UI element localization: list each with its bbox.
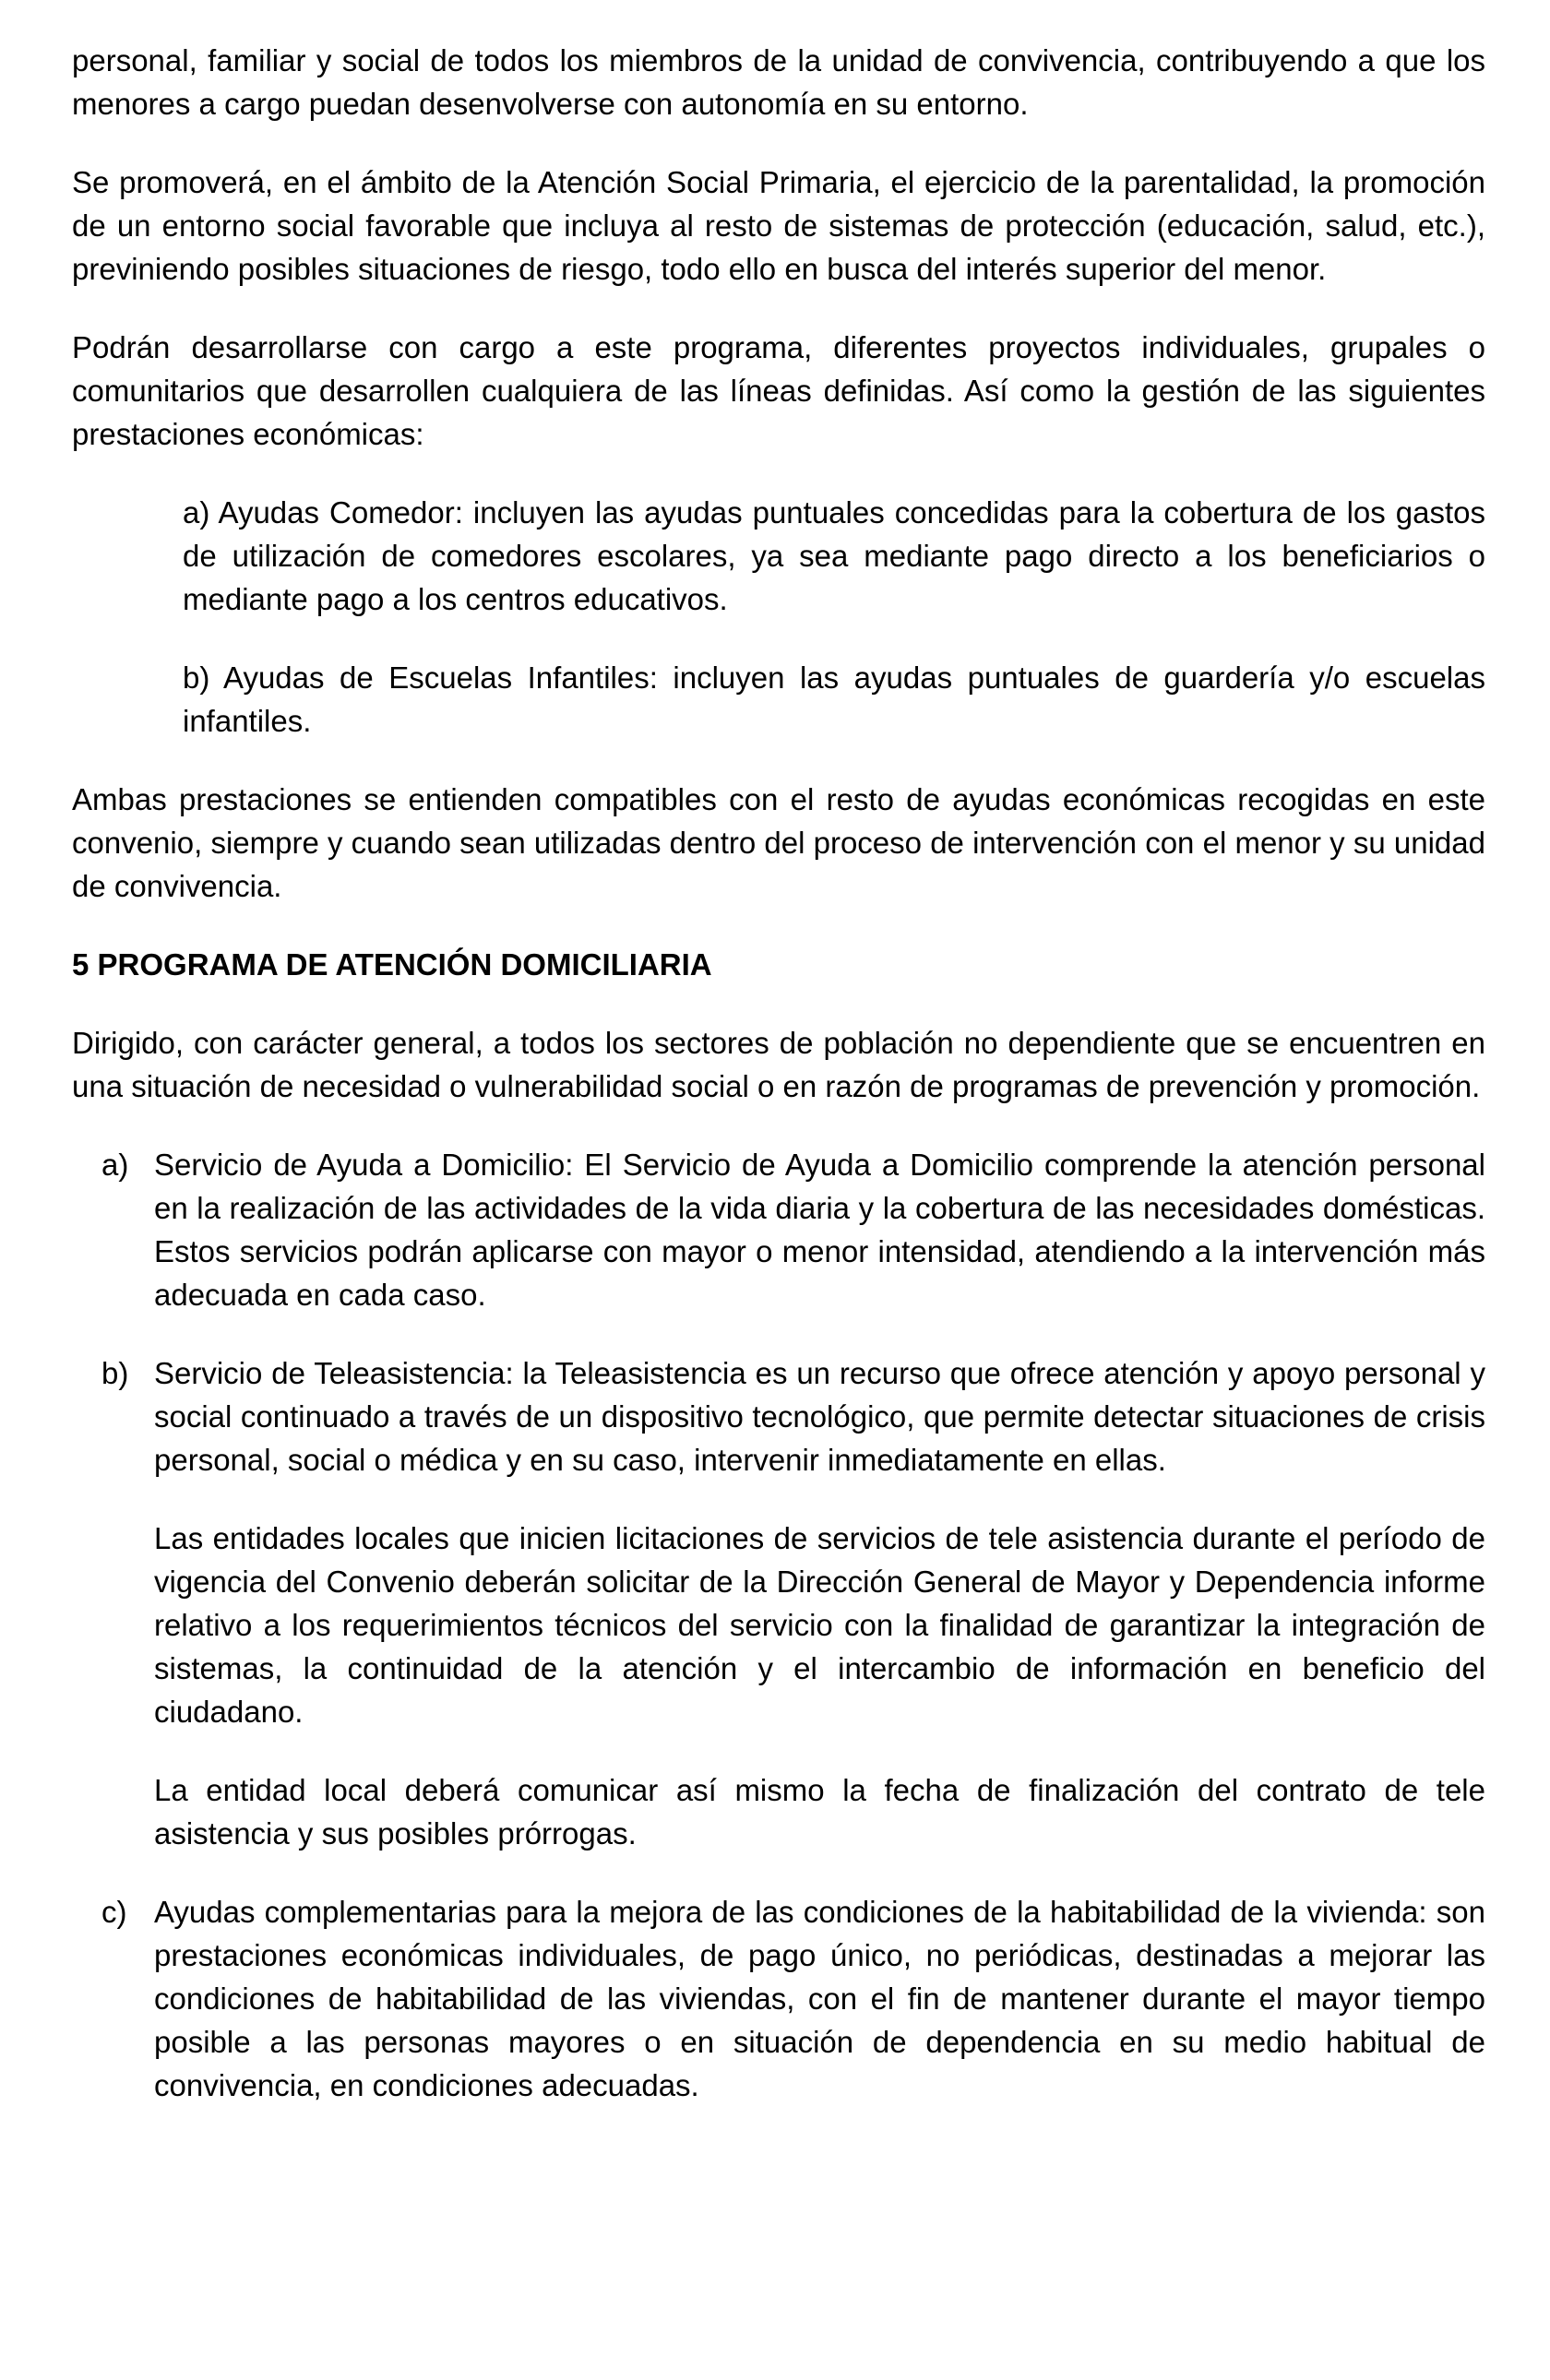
item-marker-a: a): [183, 495, 210, 530]
list-item-servicio-ayuda-domicilio: [101, 1143, 1485, 1316]
list-text-ayudas-complementarias: Ayudas complementarias para la mejora de las condiciones de la habitabilidad de la vivienda: son prestaciones económicas individuales, de pago único, no periódicas, destinadas a mejorar las condiciones de habitabilidad de las viviendas, con el fin de mantener durante el mayor tiempo posible a las personas mayores o en situación de dependencia en su medio habitual de convivencia, en condiciones adecuadas.: [154, 1895, 1485, 2102]
list-text-servicio-teleasistencia: Servicio de Teleasistencia: la Teleasistencia es un recurso que ofrece atención y apoyo personal y social continuado a través de un dispositivo tecnológico, que permite detectar situaciones de crisis personal, social o médica y en su caso, intervenir inmediatamente en ellas.: [154, 1356, 1485, 1477]
item-marker-b: b): [183, 660, 210, 695]
sub-paragraph-entidades-locales: Las entidades locales que inicien licitaciones de servicios de tele asistencia durante el período de vigencia del Convenio deberán solicitar de la Dirección General de Mayor y Dependencia informe relativo a los requerimientos técnicos del servicio con la finalidad de garantizar la integración de sistemas, la continuidad de la atención y el intercambio de información en beneficio del ciudadano.: [154, 1521, 1485, 1729]
paragraph-convivencia-continuation: personal, familiar y social de todos los miembros de la unidad de convivencia, contribuyendo a que los menores a cargo puedan desenvolverse con autonomía en su entorno.: [72, 43, 1485, 121]
paragraph-atencion-social-primaria: Se promoverá, en el ámbito de la Atención Social Primaria, el ejercicio de la parentalidad, la promoción de un entorno social favorable que incluya al resto de sistemas de protección (educación, salud, etc.), previniendo posibles situaciones de riesgo, todo ello en busca del interés superior del menor.: [72, 165, 1485, 286]
list-text-servicio-ayuda-domicilio: Servicio de Ayuda a Domicilio: El Servicio de Ayuda a Domicilio comprende la atención personal en la realización de las actividades de la vida diaria y la cobertura de las necesidades domésticas. Estos servicios podrán aplicarse con mayor o menor intensidad, atendiendo a la intervención más adecuada en cada caso.: [154, 1148, 1485, 1312]
sub-paragraph-entidad-local-comunicar: La entidad local deberá comunicar así mismo la fecha de finalización del contrato de tele asistencia y sus posibles prórrogas.: [154, 1773, 1485, 1850]
list-marker-c: c): [101, 1895, 127, 1929]
item-text-ayudas-comedor: Ayudas Comedor: incluyen las ayudas puntuales concedidas para la cobertura de los gastos de utilización de comedores escolares, ya sea mediante pago directo a los beneficiarios o mediante pago a los centros educativos.: [183, 495, 1485, 616]
list-item-ayudas-complementarias: [101, 1890, 1485, 2107]
heading-programa-atencion-domiciliaria: 5 PROGRAMA DE ATENCIÓN DOMICILIARIA: [72, 947, 712, 982]
list-marker-b: b): [101, 1356, 129, 1390]
paragraph-ambas-prestaciones: Ambas prestaciones se entienden compatibles con el resto de ayudas económicas recogidas en este convenio, siempre y cuando sean utilizadas dentro del proceso de intervención con el menor y su unidad de convivencia.: [72, 782, 1485, 903]
indented-item-ayudas-escuelas-infantiles: [183, 656, 1485, 743]
item-text-ayudas-escuelas-infantiles: Ayudas de Escuelas Infantiles: incluyen las ayudas puntuales de guardería y/o escuelas infantiles.: [183, 660, 1485, 738]
paragraph-dirigido: Dirigido, con carácter general, a todos los sectores de población no dependiente que se encuentren en una situación de necesidad o vulnerabilidad social o en razón de programas de prevención y promoción.: [72, 1026, 1485, 1103]
list-marker-a: a): [101, 1148, 129, 1182]
indented-item-ayudas-comedor: [183, 491, 1485, 621]
list-item-servicio-teleasistencia: [101, 1351, 1485, 1482]
paragraph-podran-desarrollarse: Podrán desarrollarse con cargo a este programa, diferentes proyectos individuales, grupales o comunitarios que desarrollen cualquiera de las líneas definidas. Así como la gestión de las siguientes prestaciones económicas:: [72, 330, 1485, 451]
